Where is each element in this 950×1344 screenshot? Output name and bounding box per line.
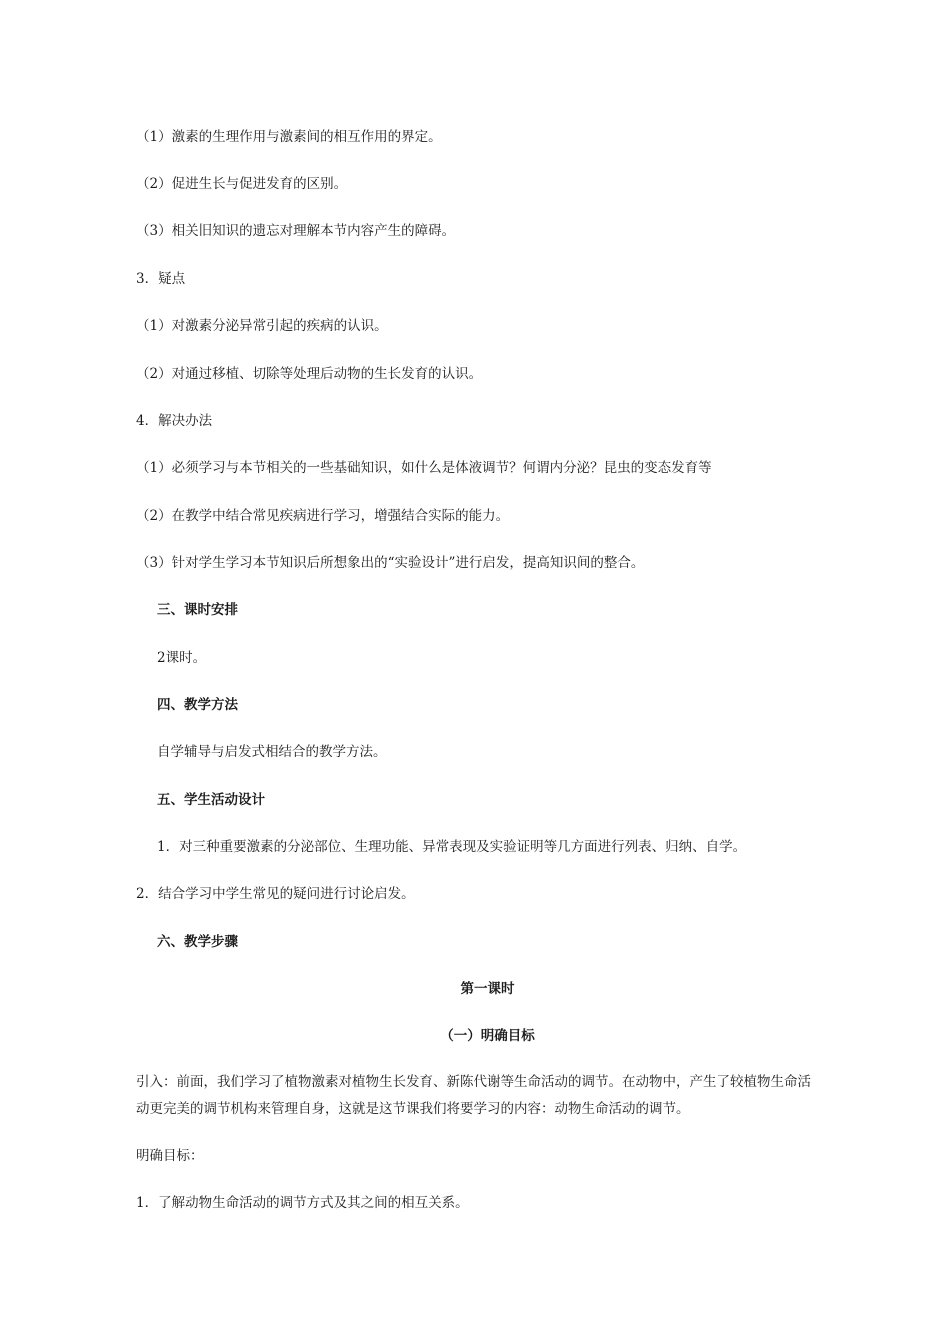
section-heading-schedule: 三、课时安排 xyxy=(157,602,238,618)
goal-item-1: 1．了解动物生命活动的调节方式及其之间的相互关系。 xyxy=(136,1195,469,1211)
method-text: 自学辅导与启发式相结合的教学方法。 xyxy=(157,744,387,760)
section-heading-steps: 六、教学步骤 xyxy=(157,934,238,950)
section-heading-activity: 五、学生活动设计 xyxy=(157,792,265,808)
difficulty-item-3: （3）相关旧知识的遗忘对理解本节内容产生的障碍。 xyxy=(136,223,456,239)
doubt-item-2: （2）对通过移植、切除等处理后动物的生长发育的认识。 xyxy=(136,366,483,382)
solution-item-2: （2）在教学中结合常见疾病进行学习，增强结合实际的能力。 xyxy=(136,508,510,524)
intro-paragraph: 引入：前面，我们学习了植物激素对植物生长发育、新陈代谢等生命活动的调节。在动物中，产生了较植物生命活动更完美的调节机构来管理自身，这就是这节课我们将要学习的内容：动物生命活动的调节。 xyxy=(136,1074,811,1117)
subsection-title: （一）明确目标 xyxy=(440,1028,535,1044)
activity-item-1: 1．对三种重要激素的分泌部位、生理功能、异常表现及实验证明等几方面进行列表、归纳、自学。 xyxy=(157,839,747,855)
goal-label: 明确目标： xyxy=(136,1148,204,1164)
solution-item-1: （1）必须学习与本节相关的一些基础知识，如什么是体液调节？何谓内分泌？昆虫的变态发育等 xyxy=(136,460,712,476)
activity-item-2: 2．结合学习中学生常见的疑问进行讨论启发。 xyxy=(136,886,415,902)
difficulty-item-1: （1）激素的生理作用与激素间的相互作用的界定。 xyxy=(136,129,442,145)
doubt-item-1: （1）对激素分泌异常引起的疾病的认识。 xyxy=(136,318,388,334)
solution-item-3: （3）针对学生学习本节知识后所想象出的“实验设计”进行启发，提高知识间的整合。 xyxy=(136,555,645,571)
doubt-heading: 3．疑点 xyxy=(136,271,186,287)
solution-heading: 4．解决办法 xyxy=(136,413,213,429)
schedule-text: 2课时。 xyxy=(157,650,207,666)
difficulty-item-2: （2）促进生长与促进发育的区别。 xyxy=(136,176,348,192)
lesson-title: 第一课时 xyxy=(460,981,515,997)
section-heading-method: 四、教学方法 xyxy=(157,697,238,713)
